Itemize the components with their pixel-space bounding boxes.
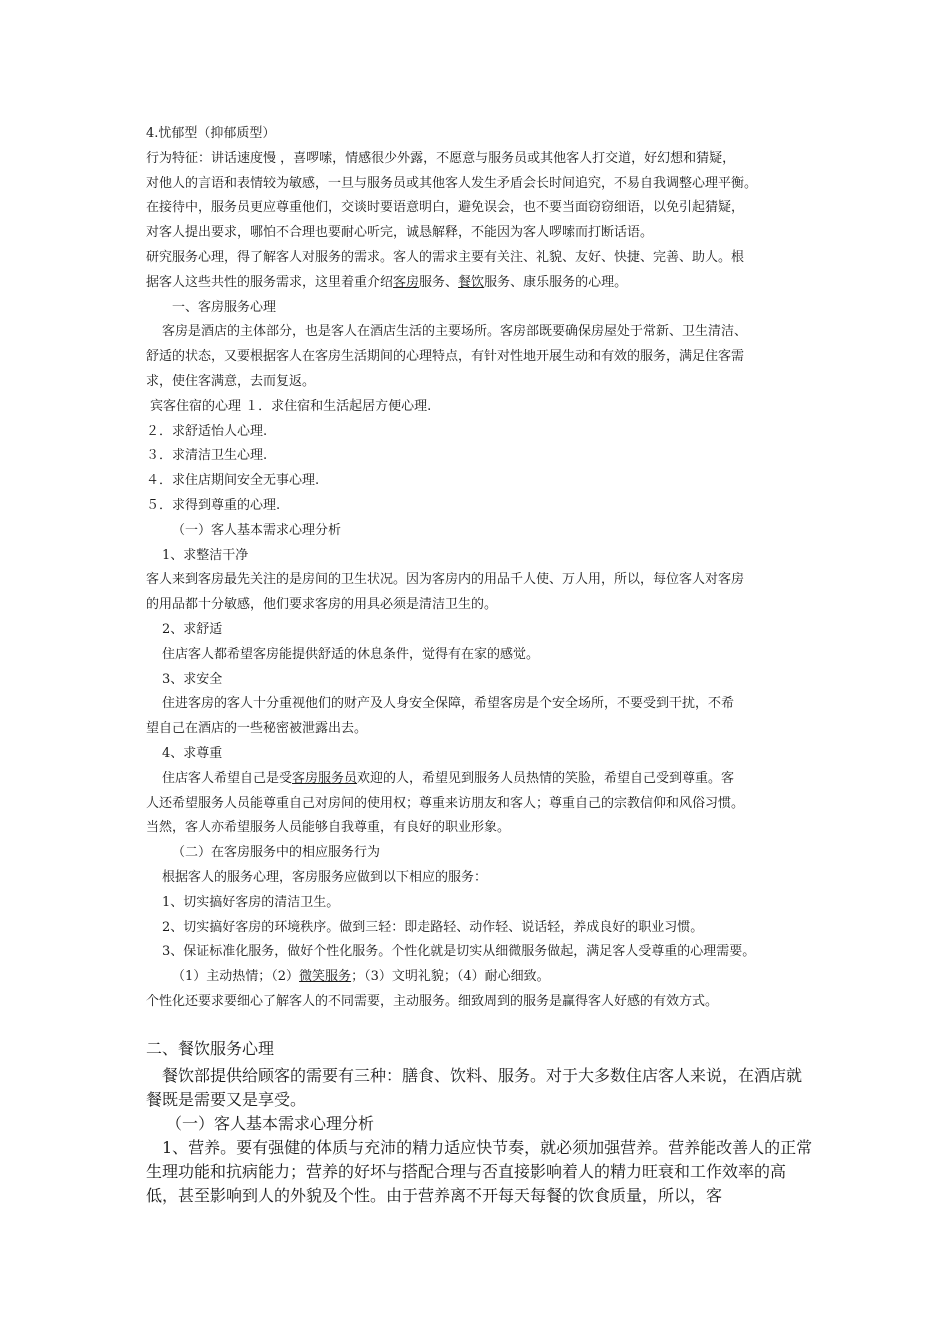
dining-nutrition: 1、营养。要有强健的体质与充沛的精力适应快节奏，就必须加强营养。营养能改善人的正常生理功能和抗病能力；营养的好坏与搭配合理与否直接影响着人的精力旺衰和工作效率的高低，甚至影响到人的外貌及个性。由于营养离不开每天每餐的饮食质量，所以，客 xyxy=(146,1137,813,1205)
dining-section xyxy=(146,1037,816,1208)
paragraph-line: 据客人这些共性的服务需求，这里着重介绍客房服务、餐饮服务、康乐服务的心理。 xyxy=(146,274,628,290)
small-text-section xyxy=(146,122,816,1015)
paragraph-line: 行为特征：讲话速度慢 ，喜啰嗦，情感很少外露，不愿意与服务员或其他客人打交道，好幻想和猜疑， xyxy=(146,150,736,166)
guest-psych-item: 宾客住宿的心理 １．求住宿和生活起居方便心理. xyxy=(150,398,432,414)
link-room-attendant[interactable]: 客房服务员 xyxy=(292,770,358,786)
room-intro-line: 客房是酒店的主体部分，也是客人在酒店生活的主要场所。客房部既要确保房屋处于常新、卫生清洁、 xyxy=(162,324,748,340)
service-intro: 根据客人的服务心理，客房服务应做到以下相应的服务： xyxy=(162,869,488,885)
dining-analysis-heading: （一）客人基本需求心理分析 xyxy=(166,1113,375,1133)
paragraph-line: 在接待中，服务员更应尊重他们，交谈时要语意明白，避免误会，也不要当面窃窃细语，以免引起猜疑， xyxy=(146,200,745,216)
need-title: 4、求尊重 xyxy=(162,745,223,761)
need-text-line: 的用品都十分敏感，他们要求客房的用具必须是清洁卫生的。 xyxy=(146,597,498,613)
section-title-melancholic: 4.忧郁型（抑郁质型） xyxy=(146,126,276,141)
needs-analysis-heading: （一）客人基本需求心理分析 xyxy=(172,522,342,538)
document-page xyxy=(146,122,816,1208)
need-text-line: 住店客人都希望客房能提供舒适的休息条件，觉得有在家的感觉。 xyxy=(162,646,540,662)
room-section-heading: 一、客房服务心理 xyxy=(172,299,277,315)
need-title: 3、求安全 xyxy=(162,671,223,687)
service-attitudes: （1）主动热情；（2）微笑服务；（3）文明礼貌；（4）耐心细致。 xyxy=(172,969,550,985)
link-dining[interactable]: 餐饮 xyxy=(458,274,485,290)
link-room[interactable]: 客房 xyxy=(393,274,420,290)
service-item: 3、保证标准化服务，做好个性化服务。个性化就是切实从细微服务做起，满足客人受尊重的心理需要。 xyxy=(162,944,756,960)
need-text-line: 住进客房的客人十分重视他们的财产及人身安全保障，希望客房是个安全场所，不要受到干扰，不希 xyxy=(162,696,735,712)
guest-psych-item: ５．求得到尊重的心理. xyxy=(146,497,281,513)
service-item: 1、切实搞好客房的清洁卫生。 xyxy=(162,894,340,910)
guest-psych-item: ３．求清洁卫生心理. xyxy=(146,448,268,464)
need-title: 2、求舒适 xyxy=(162,621,223,637)
room-intro-line: 舒适的状态，又要根据客人在客房生活期间的心理特点，有针对性地开展生动和有效的服务，满足住客需 xyxy=(146,349,745,365)
need-title: 1、求整洁干净 xyxy=(162,547,249,563)
service-closing: 个性化还要求要细心了解客人的不同需要，主动服务。细致周到的服务是赢得客人好感的有效方式。 xyxy=(146,993,719,1009)
dining-intro: 餐饮部提供给顾客的需要有三种：膳食、饮料、服务。对于大多数住店客人来说，在酒店就餐既是需要又是享受。 xyxy=(146,1065,803,1109)
guest-psych-item: ２．求舒适怡人心理. xyxy=(146,423,268,439)
need-text-line: 人还希望服务人员能尊重自己对房间的使用权；尊重来访朋友和客人；尊重自己的宗教信仰和风俗习惯。 xyxy=(146,795,745,811)
dining-section-heading: 二、餐饮服务心理 xyxy=(146,1038,275,1058)
link-smile-service[interactable]: 微笑服务 xyxy=(299,969,352,985)
service-heading: （二）在客房服务中的相应服务行为 xyxy=(172,845,381,861)
service-item: 2、切实搞好客房的环境秩序。做到三轻：即走路轻、动作轻、说话轻，养成良好的职业习惯。 xyxy=(162,919,704,935)
need-text-line: 当然，客人亦希望服务人员能够自我尊重，有良好的职业形象。 xyxy=(146,820,511,836)
room-intro-line: 求，使住客满意，去而复返。 xyxy=(146,373,316,389)
paragraph-line: 对客人提出要求，哪怕不合理也要耐心听完，诚恳解释，不能因为客人啰嗦而打断话语。 xyxy=(146,225,654,241)
guest-psych-item: ４．求住店期间安全无事心理. xyxy=(146,473,320,489)
need-text-line: 客人来到客房最先关注的是房间的卫生状况。因为客房内的用品千人使、万人用，所以，每位客人对客房 xyxy=(146,572,745,588)
need-text-line: 望自己在酒店的一些秘密被泄露出去。 xyxy=(146,721,368,737)
paragraph-line: 对他人的言语和表情较为敏感，一旦与服务员或其他客人发生矛盾会长时间追究，不易自我调整心理平衡。 xyxy=(146,175,758,191)
need-text-line: 住店客人希望自己是受客房服务员欢迎的人，希望见到服务人员热情的笑脸，希望自己受到尊重。客 xyxy=(162,770,735,786)
paragraph-line: 研究服务心理，得了解客人对服务的需求。客人的需求主要有关注、礼貌、友好、快捷、完善、助人。根 xyxy=(146,249,745,265)
